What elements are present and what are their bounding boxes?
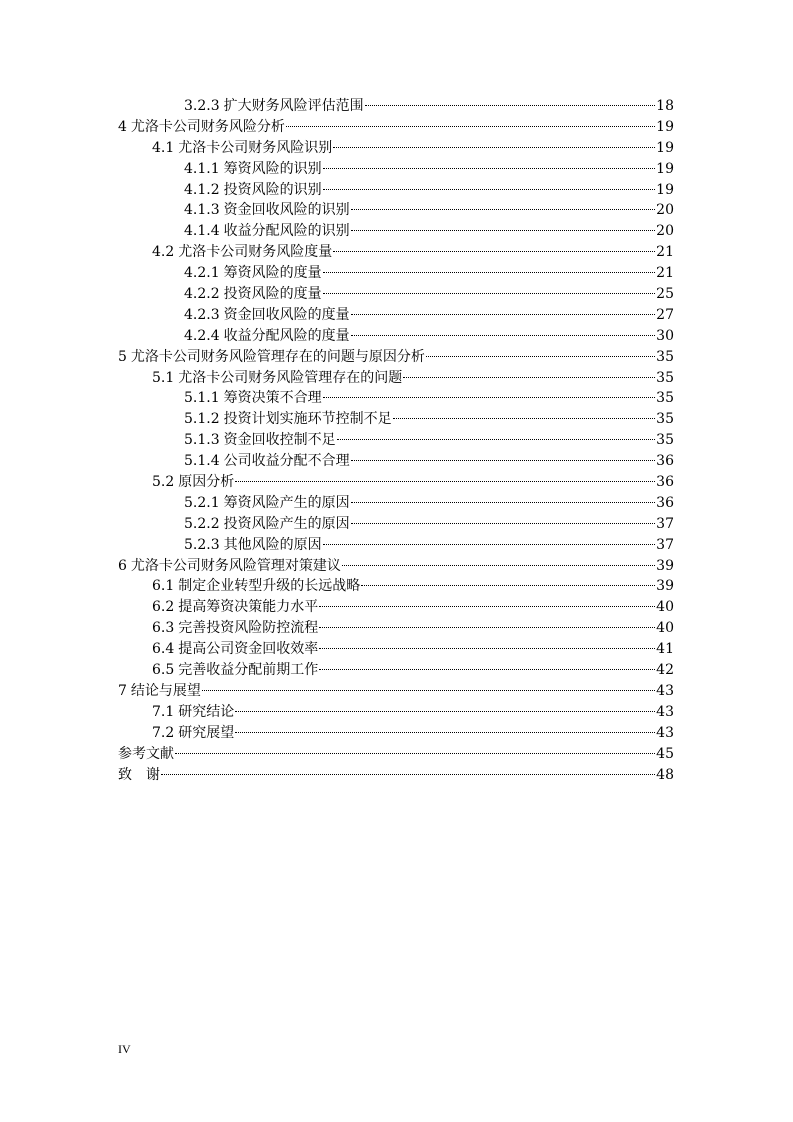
toc-entry-number: 6.4	[152, 641, 175, 658]
toc-leader-dots	[365, 105, 656, 106]
toc-entry-page: 18	[656, 98, 674, 114]
toc-entry-page: 21	[656, 265, 674, 282]
toc-entry-number: 5.2.1	[184, 494, 220, 511]
toc-entry-label	[184, 221, 350, 242]
toc-entry[interactable]	[118, 576, 674, 597]
toc-entry-number: 6.5	[152, 662, 175, 679]
toc-leader-dots	[426, 356, 655, 357]
toc-entry[interactable]	[118, 305, 674, 326]
toc-entry[interactable]	[118, 326, 674, 347]
toc-entry[interactable]	[118, 639, 674, 660]
toc-leader-dots	[333, 251, 655, 252]
toc-entry-title: 尤洛卡公司财务风险识别	[178, 139, 333, 156]
toc-entry-title: 研究结论	[178, 703, 235, 720]
toc-leader-dots	[351, 523, 656, 524]
toc-leader-dots	[235, 481, 655, 482]
toc-leader-dots	[351, 460, 656, 461]
toc-entry-page: 35	[656, 432, 674, 449]
toc-entry-title: 资金回收风险的度量	[223, 306, 350, 323]
toc-entry-page: 40	[656, 599, 674, 616]
toc-entry-label	[118, 744, 174, 765]
toc-entry[interactable]	[118, 535, 674, 556]
toc-entry-number: 7.2	[152, 724, 175, 741]
toc-leader-dots	[323, 272, 656, 273]
toc-entry[interactable]	[118, 284, 674, 305]
toc-leader-dots	[351, 335, 656, 336]
toc-leader-dots	[393, 418, 656, 419]
toc-entry[interactable]	[118, 451, 674, 472]
toc-entry-label	[184, 180, 322, 201]
toc-entry-number: 4.1.2	[184, 181, 220, 198]
toc-entry-page: 45	[656, 745, 674, 762]
toc-entry-label	[152, 639, 318, 660]
toc-entry-number: 5.1.2	[184, 411, 220, 428]
toc-entry-title: 完善投资风险防控流程	[178, 620, 319, 637]
toc-leader-dots	[286, 126, 655, 127]
toc-leader-dots	[351, 230, 656, 231]
toc-entry-label	[184, 388, 322, 409]
toc-leader-dots	[323, 544, 656, 545]
toc-entry[interactable]	[118, 493, 674, 514]
toc-leader-dots	[319, 648, 655, 649]
toc-entry[interactable]	[118, 200, 674, 221]
toc-leader-dots	[351, 314, 656, 315]
toc-leader-dots	[202, 690, 655, 691]
toc-entry[interactable]	[118, 180, 674, 201]
table-of-contents	[118, 96, 674, 785]
toc-entry-label	[152, 368, 402, 389]
toc-entry-label	[184, 514, 350, 535]
toc-entry[interactable]	[118, 723, 674, 744]
toc-entry[interactable]	[118, 514, 674, 535]
toc-entry-number: 4.2.3	[184, 306, 220, 323]
toc-entry-number: 6.2	[152, 599, 175, 616]
toc-entry-title: 研究展望	[178, 724, 235, 741]
toc-entry-label	[152, 723, 234, 744]
toc-leader-dots	[319, 606, 655, 607]
toc-entry-number: 7	[118, 682, 127, 699]
toc-entry[interactable]	[118, 409, 674, 430]
toc-entry-number: 5.1.1	[184, 390, 220, 407]
toc-leader-dots	[323, 293, 656, 294]
toc-entry-title: 提高公司资金回收效率	[178, 641, 319, 658]
toc-entry-page: 42	[656, 662, 674, 679]
page-number: IV	[118, 1042, 131, 1056]
toc-entry-page: 37	[656, 536, 674, 553]
toc-entry-number: 5	[118, 348, 127, 365]
toc-entry-label	[184, 430, 336, 451]
toc-entry-page: 27	[656, 306, 674, 323]
toc-entry-page: 36	[656, 494, 674, 511]
toc-entry-label	[184, 305, 350, 326]
toc-entry-title: 致 谢	[118, 766, 160, 783]
toc-entry[interactable]	[118, 242, 674, 263]
toc-entry-title: 筹资决策不合理	[223, 390, 322, 407]
toc-entry-label	[184, 451, 350, 472]
toc-entry-page: 43	[656, 682, 674, 699]
toc-entry-title: 资金回收控制不足	[223, 432, 336, 449]
toc-entry-label	[152, 597, 318, 618]
toc-entry-title: 公司收益分配不合理	[223, 453, 350, 470]
toc-entry-label	[152, 618, 318, 639]
toc-leader-dots	[337, 439, 656, 440]
toc-entry-number: 3.2.3	[184, 98, 220, 114]
toc-entry-title: 尤洛卡公司财务风险度量	[178, 244, 333, 261]
toc-entry-number: 6.1	[152, 578, 175, 595]
toc-entry-number: 5.1.4	[184, 453, 220, 470]
toc-leader-dots	[351, 502, 656, 503]
toc-entry-label	[184, 284, 322, 305]
toc-entry-number: 5.2	[152, 474, 175, 491]
toc-entry[interactable]	[118, 263, 674, 284]
toc-entry-page: 35	[656, 348, 674, 365]
toc-entry-number: 6	[118, 557, 127, 574]
toc-entry-page: 35	[656, 411, 674, 428]
toc-entry[interactable]	[118, 660, 674, 681]
toc-entry-number: 4.2.2	[184, 286, 220, 303]
toc-entry-label	[118, 681, 201, 702]
toc-entry-label	[152, 576, 360, 597]
toc-entry-label	[184, 535, 322, 556]
toc-entry-label	[118, 765, 160, 786]
toc-entry[interactable]	[118, 430, 674, 451]
toc-entry[interactable]	[118, 117, 674, 138]
toc-leader-dots	[235, 711, 655, 712]
toc-entry-page: 19	[656, 160, 674, 177]
toc-entry-page: 25	[656, 286, 674, 303]
toc-entry-label	[184, 409, 392, 430]
toc-entry[interactable]	[118, 388, 674, 409]
toc-entry-page: 41	[656, 641, 674, 658]
toc-entry-number: 7.1	[152, 703, 175, 720]
toc-leader-dots	[361, 585, 655, 586]
toc-entry-label	[118, 556, 341, 577]
toc-entry-title: 其他风险的原因	[223, 536, 322, 553]
toc-entry-page: 19	[656, 139, 674, 156]
toc-entry-number: 4.1.4	[184, 223, 220, 240]
toc-entry-label	[152, 660, 318, 681]
toc-entry-number: 5.1	[152, 369, 175, 386]
toc-entry-label	[184, 159, 322, 180]
toc-leader-dots	[235, 732, 655, 733]
toc-entry-title: 尤洛卡公司财务风险管理存在的问题与原因分析	[130, 348, 425, 365]
toc-entry[interactable]	[118, 744, 674, 765]
toc-entry-page: 30	[656, 327, 674, 344]
toc-entry-number: 4.2	[152, 244, 175, 261]
toc-entry-page: 21	[656, 244, 674, 261]
toc-entry[interactable]	[118, 159, 674, 180]
toc-entry-page: 48	[656, 766, 674, 783]
toc-entry[interactable]	[118, 702, 674, 723]
toc-entry-page: 40	[656, 620, 674, 637]
toc-entry-title: 提高筹资决策能力水平	[178, 599, 319, 616]
toc-entry-page: 19	[656, 118, 674, 135]
toc-entry-title: 投资风险产生的原因	[223, 515, 350, 532]
toc-leader-dots	[323, 168, 656, 169]
toc-entry-page: 36	[656, 474, 674, 491]
toc-entry-page: 35	[656, 390, 674, 407]
toc-entry-title: 筹资风险的度量	[223, 265, 322, 282]
toc-entry-number: 5.1.3	[184, 432, 220, 449]
toc-entry-label	[152, 242, 332, 263]
toc-entry-page: 20	[656, 202, 674, 219]
toc-leader-dots	[403, 377, 655, 378]
toc-leader-dots	[323, 189, 656, 190]
toc-entry-number: 4	[118, 118, 127, 135]
toc-entry-label	[118, 347, 425, 368]
toc-entry-number: 4.2.1	[184, 265, 220, 282]
toc-entry-page: 35	[656, 369, 674, 386]
toc-entry-title: 原因分析	[178, 474, 235, 491]
toc-entry-number: 4.1	[152, 139, 175, 156]
toc-entry-page: 20	[656, 223, 674, 240]
toc-entry-title: 制定企业转型升级的长远战略	[178, 578, 361, 595]
toc-leader-dots	[161, 774, 655, 775]
toc-entry-label	[184, 493, 350, 514]
toc-entry-title: 筹资风险的识别	[223, 160, 322, 177]
toc-entry-page: 36	[656, 453, 674, 470]
toc-leader-dots	[342, 565, 655, 566]
toc-entry[interactable]	[118, 618, 674, 639]
toc-entry-number: 4.1.1	[184, 160, 220, 177]
toc-entry-title: 参考文献	[118, 745, 174, 762]
toc-entry[interactable]	[118, 681, 674, 702]
toc-entry-number: 5.2.2	[184, 515, 220, 532]
toc-entry-title: 尤洛卡公司财务风险分析	[130, 118, 285, 135]
toc-entry-title: 收益分配风险的识别	[223, 223, 350, 240]
toc-entry-title: 尤洛卡公司财务风险管理对策建议	[130, 557, 341, 574]
toc-entry-page: 39	[656, 578, 674, 595]
toc-entry-label	[152, 702, 234, 723]
toc-entry-title: 投资风险的识别	[223, 181, 322, 198]
toc-entry-title: 投资计划实施环节控制不足	[223, 411, 392, 428]
toc-leader-dots	[319, 669, 655, 670]
toc-leader-dots	[351, 209, 656, 210]
toc-entry-title: 投资风险的度量	[223, 286, 322, 303]
toc-entry-number: 4.2.4	[184, 327, 220, 344]
toc-entry[interactable]	[118, 96, 674, 117]
toc-leader-dots	[175, 753, 655, 754]
toc-entry-label	[152, 138, 332, 159]
toc-leader-dots	[323, 397, 656, 398]
toc-entry-number: 6.3	[152, 620, 175, 637]
toc-entry-page: 43	[656, 724, 674, 741]
toc-entry-title: 完善收益分配前期工作	[178, 662, 319, 679]
toc-entry-page: 37	[656, 515, 674, 532]
toc-entry-label	[184, 200, 350, 221]
toc-entry[interactable]	[118, 138, 674, 159]
toc-entry-title: 资金回收风险的识别	[223, 202, 350, 219]
toc-entry[interactable]	[118, 597, 674, 618]
toc-entry[interactable]	[118, 765, 674, 786]
toc-entry-label	[152, 472, 234, 493]
toc-entry[interactable]	[118, 221, 674, 242]
toc-leader-dots	[333, 147, 655, 148]
toc-entry[interactable]	[118, 368, 674, 389]
toc-entry-label	[184, 96, 364, 117]
toc-entry[interactable]	[118, 556, 674, 577]
toc-entry-title: 筹资风险产生的原因	[223, 494, 350, 511]
toc-entry-page: 19	[656, 181, 674, 198]
toc-entry-page: 39	[656, 557, 674, 574]
toc-entry-label	[184, 263, 322, 284]
toc-entry-title: 尤洛卡公司财务风险管理存在的问题	[178, 369, 403, 386]
toc-leader-dots	[319, 627, 655, 628]
toc-entry-title: 结论与展望	[130, 682, 201, 699]
toc-entry[interactable]	[118, 347, 674, 368]
toc-entry-number: 4.1.3	[184, 202, 220, 219]
toc-entry-number: 5.2.3	[184, 536, 220, 553]
toc-entry-label	[118, 117, 285, 138]
toc-entry-page: 43	[656, 703, 674, 720]
toc-entry-title: 收益分配风险的度量	[223, 327, 350, 344]
toc-entry-label	[184, 326, 350, 347]
toc-entry[interactable]	[118, 472, 674, 493]
toc-entry-title: 扩大财务风险评估范围	[223, 98, 364, 114]
